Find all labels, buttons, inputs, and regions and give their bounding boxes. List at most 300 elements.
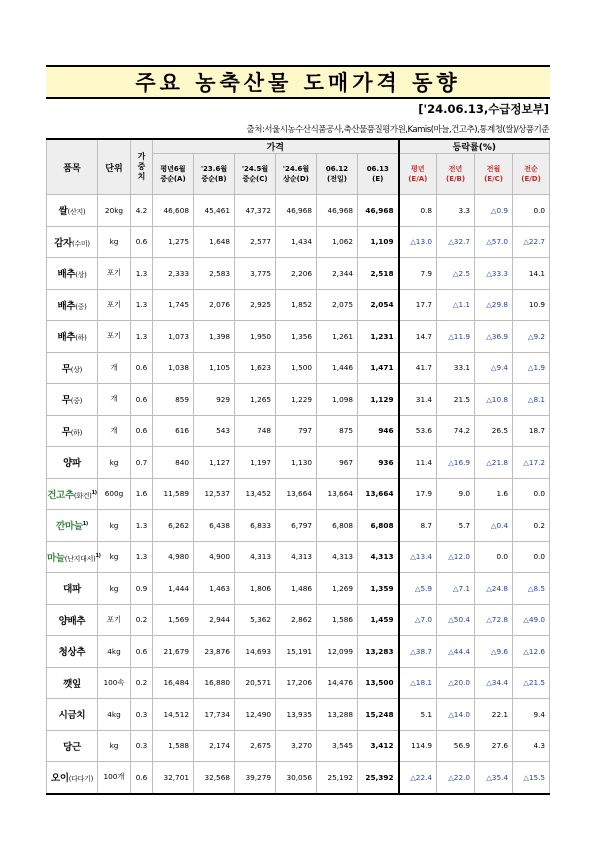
table-row <box>47 321 550 353</box>
price-cell: 12,099 <box>317 636 358 668</box>
price-cell: 1,038 <box>153 352 194 384</box>
rate-cell: 22.1 <box>475 699 513 731</box>
current-price-cell: 1,231 <box>358 321 399 353</box>
item-grade: (중) <box>75 302 87 311</box>
price-cell: 13,288 <box>317 699 358 731</box>
rate-cell: △24.8 <box>475 573 513 605</box>
price-cell: 2,075 <box>317 289 358 321</box>
rate-cell: △18.1 <box>399 667 437 699</box>
price-cell: 23,876 <box>194 636 235 668</box>
rate-cell: 1.6 <box>475 478 513 510</box>
price-cell: 2,333 <box>153 258 194 290</box>
unit-cell: 포기 <box>98 321 131 353</box>
header-weight: 가중치 <box>131 139 153 195</box>
price-cell: 14,512 <box>153 699 194 731</box>
price-cell: 1,486 <box>276 573 317 605</box>
current-price-cell: 1,471 <box>358 352 399 384</box>
current-price-cell: 3,412 <box>358 730 399 762</box>
rate-cell: 18.7 <box>513 415 550 447</box>
price-cell: 1,500 <box>276 352 317 384</box>
unit-cell: 20kg <box>98 195 131 227</box>
rate-cell: △57.0 <box>475 226 513 258</box>
price-cell: 748 <box>235 415 276 447</box>
weight-cell: 0.6 <box>131 636 153 668</box>
price-cell: 16,484 <box>153 667 194 699</box>
price-cell: 2,344 <box>317 258 358 290</box>
title-banner <box>46 65 550 99</box>
unit-cell: 개 <box>98 352 131 384</box>
price-cell: 46,968 <box>276 195 317 227</box>
col-header-price: 평년6월 중순(A) <box>153 154 194 195</box>
col-header-price: '24.6월 상순(D) <box>276 154 317 195</box>
unit-cell: 포기 <box>98 289 131 321</box>
rate-cell: 4.3 <box>513 730 550 762</box>
rate-cell: △17.2 <box>513 447 550 479</box>
item-name-cell <box>47 289 98 321</box>
price-cell: 13,935 <box>276 699 317 731</box>
rate-cell: △35.4 <box>475 762 513 794</box>
price-cell: 30,056 <box>276 762 317 794</box>
unit-cell: kg <box>98 541 131 573</box>
rate-cell: 0.0 <box>513 478 550 510</box>
current-price-cell: 15,248 <box>358 699 399 731</box>
item-name: 쌀 <box>58 206 68 218</box>
item-grade: (상) <box>70 365 83 374</box>
item-name-cell <box>47 699 98 731</box>
rate-cell: △15.5 <box>513 762 550 794</box>
current-price-cell: 946 <box>358 415 399 447</box>
item-grade: (하) <box>70 428 83 437</box>
rate-cell: △72.8 <box>475 604 513 636</box>
unit-cell: 개 <box>98 384 131 416</box>
header-item: 품목 <box>47 139 98 195</box>
price-cell: 20,571 <box>235 667 276 699</box>
price-cell: 32,568 <box>194 762 235 794</box>
table-row <box>47 730 550 762</box>
current-price-cell: 13,500 <box>358 667 399 699</box>
price-cell: 2,944 <box>194 604 235 636</box>
price-cell: 1,197 <box>235 447 276 479</box>
price-cell: 1,229 <box>276 384 317 416</box>
price-cell: 13,664 <box>317 478 358 510</box>
price-cell: 4,900 <box>194 541 235 573</box>
price-cell: 2,583 <box>194 258 235 290</box>
rate-cell: 17.9 <box>399 478 437 510</box>
table-row <box>47 447 550 479</box>
rate-cell: △50.4 <box>437 604 475 636</box>
current-price-cell: 2,054 <box>358 289 399 321</box>
price-cell: 6,797 <box>276 510 317 542</box>
current-price-cell: 1,109 <box>358 226 399 258</box>
price-cell: 4,313 <box>317 541 358 573</box>
rate-cell: 14.7 <box>399 321 437 353</box>
rate-cell: △38.7 <box>399 636 437 668</box>
rate-cell: △9.4 <box>475 352 513 384</box>
price-cell: 17,734 <box>194 699 235 731</box>
price-cell: 11,589 <box>153 478 194 510</box>
price-cell: 6,262 <box>153 510 194 542</box>
rate-cell: △1.9 <box>513 352 550 384</box>
price-cell: 4,980 <box>153 541 194 573</box>
rate-cell: △0.4 <box>475 510 513 542</box>
price-cell: 1,127 <box>194 447 235 479</box>
price-cell: 6,808 <box>317 510 358 542</box>
header-price-group: 가격 <box>153 139 399 154</box>
price-cell: 3,545 <box>317 730 358 762</box>
rate-cell: 5.7 <box>437 510 475 542</box>
price-table <box>46 138 550 795</box>
table-row <box>47 667 550 699</box>
rate-cell: 11.4 <box>399 447 437 479</box>
price-cell: 32,701 <box>153 762 194 794</box>
current-price-cell: 46,968 <box>358 195 399 227</box>
weight-cell: 0.6 <box>131 415 153 447</box>
rate-cell: △5.9 <box>399 573 437 605</box>
unit-cell: kg <box>98 510 131 542</box>
current-price-cell: 1,359 <box>358 573 399 605</box>
table-row <box>47 541 550 573</box>
price-cell: 1,398 <box>194 321 235 353</box>
col-header-rate: 전년 (E/B) <box>437 154 475 195</box>
current-price-cell: 25,392 <box>358 762 399 794</box>
unit-cell: 100개 <box>98 762 131 794</box>
price-cell: 1,269 <box>317 573 358 605</box>
weight-cell: 0.3 <box>131 730 153 762</box>
rate-cell: △9.6 <box>475 636 513 668</box>
header-unit: 단위 <box>98 139 131 195</box>
weight-cell: 0.9 <box>131 573 153 605</box>
rate-cell: 0.0 <box>475 541 513 573</box>
rate-cell: 0.0 <box>513 195 550 227</box>
price-cell: 5,362 <box>235 604 276 636</box>
price-cell: 1,105 <box>194 352 235 384</box>
rate-cell: 0.2 <box>513 510 550 542</box>
item-name-cell <box>47 636 98 668</box>
price-cell: 616 <box>153 415 194 447</box>
item-name: 배추 <box>57 269 76 281</box>
rate-cell: △8.5 <box>513 573 550 605</box>
rate-cell: △36.9 <box>475 321 513 353</box>
rate-cell: 9.4 <box>513 699 550 731</box>
current-price-cell: 1,459 <box>358 604 399 636</box>
price-cell: 1,098 <box>317 384 358 416</box>
table-row <box>47 258 550 290</box>
price-cell: 1,265 <box>235 384 276 416</box>
rate-cell: 10.9 <box>513 289 550 321</box>
table-row <box>47 289 550 321</box>
table-header <box>47 139 550 195</box>
price-cell: 14,693 <box>235 636 276 668</box>
price-cell: 2,675 <box>235 730 276 762</box>
price-cell: 1,434 <box>276 226 317 258</box>
item-grade: (하) <box>75 334 87 343</box>
col-header-rate: 전월 (E/C) <box>475 154 513 195</box>
footnote-mark: 1) <box>95 552 101 559</box>
weight-cell: 1.6 <box>131 478 153 510</box>
item-name: 무 <box>61 363 71 375</box>
rate-cell: △2.5 <box>437 258 475 290</box>
weight-cell: 1.3 <box>131 321 153 353</box>
unit-cell: 100속 <box>98 667 131 699</box>
table-row <box>47 510 550 542</box>
rate-cell: 74.2 <box>437 415 475 447</box>
rate-cell: △32.7 <box>437 226 475 258</box>
price-cell: 1,950 <box>235 321 276 353</box>
rate-cell: 27.6 <box>475 730 513 762</box>
item-name: 마늘 <box>47 552 65 564</box>
price-cell: 1,261 <box>317 321 358 353</box>
rate-cell: △0.9 <box>475 195 513 227</box>
weight-cell: 0.2 <box>131 667 153 699</box>
table-row <box>47 573 550 605</box>
rate-cell: 33.1 <box>437 352 475 384</box>
col-header-price: '24.5월 중순(C) <box>235 154 276 195</box>
current-price-cell: 936 <box>358 447 399 479</box>
item-name: 배추 <box>57 332 76 344</box>
rate-cell: △7.0 <box>399 604 437 636</box>
rate-cell: 9.0 <box>437 478 475 510</box>
unit-cell: kg <box>98 447 131 479</box>
price-cell: 1,356 <box>276 321 317 353</box>
price-cell: 1,745 <box>153 289 194 321</box>
rate-cell: △11.9 <box>437 321 475 353</box>
unit-cell: kg <box>98 226 131 258</box>
col-header-current-price: 06.13 (E) <box>358 154 399 195</box>
weight-cell: 0.7 <box>131 447 153 479</box>
price-cell: 4,313 <box>235 541 276 573</box>
price-cell: 797 <box>276 415 317 447</box>
weight-cell: 1.3 <box>131 541 153 573</box>
weight-cell: 0.2 <box>131 604 153 636</box>
rate-cell: △9.2 <box>513 321 550 353</box>
item-name: 시금치 <box>58 710 86 722</box>
table-row <box>47 384 550 416</box>
rate-cell: △22.7 <box>513 226 550 258</box>
table-row <box>47 636 550 668</box>
rate-cell: △21.8 <box>475 447 513 479</box>
rate-cell: △8.1 <box>513 384 550 416</box>
price-cell: 3,775 <box>235 258 276 290</box>
item-name: 양배추 <box>58 615 86 627</box>
price-cell: 45,461 <box>194 195 235 227</box>
price-cell: 4,313 <box>276 541 317 573</box>
rate-cell: △29.8 <box>475 289 513 321</box>
page-title: 주요 농축산물 도매가격 동향 <box>135 71 461 95</box>
item-name-cell <box>47 541 101 573</box>
weight-cell: 0.3 <box>131 699 153 731</box>
item-name-cell <box>47 573 98 605</box>
unit-cell: 600g <box>98 478 131 510</box>
rate-cell: 0.0 <box>513 541 550 573</box>
item-name: 양파 <box>63 458 81 470</box>
item-name: 배추 <box>57 300 76 312</box>
item-name: 오이 <box>50 773 69 785</box>
item-name: 깐마늘 <box>56 521 83 533</box>
rate-cell: 56.9 <box>437 730 475 762</box>
price-cell: 875 <box>317 415 358 447</box>
current-price-cell: 2,518 <box>358 258 399 290</box>
item-name-cell <box>47 604 98 636</box>
rate-cell: △16.9 <box>437 447 475 479</box>
col-header-price: 06.12 (전일) <box>317 154 358 195</box>
price-cell: 1,463 <box>194 573 235 605</box>
rate-cell: △21.5 <box>513 667 550 699</box>
current-price-cell: 13,283 <box>358 636 399 668</box>
price-cell: 929 <box>194 384 235 416</box>
unit-cell: 개 <box>98 415 131 447</box>
footnote-mark: 1) <box>82 521 88 528</box>
weight-cell: 0.6 <box>131 352 153 384</box>
rate-cell: △34.4 <box>475 667 513 699</box>
item-name-cell <box>47 258 98 290</box>
price-cell: 2,577 <box>235 226 276 258</box>
unit-cell: 포기 <box>98 604 131 636</box>
table-row <box>47 352 550 384</box>
price-cell: 3,270 <box>276 730 317 762</box>
rate-cell: △1.1 <box>437 289 475 321</box>
table-row <box>47 699 550 731</box>
price-cell: 16,880 <box>194 667 235 699</box>
price-cell: 13,664 <box>276 478 317 510</box>
price-cell: 1,444 <box>153 573 194 605</box>
rate-cell: △12.0 <box>437 541 475 573</box>
item-name: 건고추 <box>47 489 74 501</box>
current-price-cell: 13,664 <box>358 478 399 510</box>
item-name-cell <box>47 415 98 447</box>
weight-cell: 0.6 <box>131 226 153 258</box>
item-grade: (화건) <box>73 491 92 500</box>
rate-cell: △10.8 <box>475 384 513 416</box>
col-header-rate: 평년 (E/A) <box>399 154 437 195</box>
rate-cell: 114.9 <box>399 730 437 762</box>
price-cell: 1,588 <box>153 730 194 762</box>
header-rate-group: 등락률(%) <box>399 139 550 154</box>
item-name-cell <box>47 762 98 794</box>
rate-cell: △49.0 <box>513 604 550 636</box>
item-name: 당근 <box>63 741 81 753</box>
current-price-cell: 1,129 <box>358 384 399 416</box>
weight-cell: 1.3 <box>131 289 153 321</box>
price-cell: 17,206 <box>276 667 317 699</box>
current-price-cell: 4,313 <box>358 541 399 573</box>
price-cell: 6,833 <box>235 510 276 542</box>
item-name-cell <box>47 730 98 762</box>
rate-cell: △12.6 <box>513 636 550 668</box>
price-cell: 967 <box>317 447 358 479</box>
price-cell: 2,206 <box>276 258 317 290</box>
item-name: 감자 <box>54 237 72 249</box>
item-grade: (중) <box>70 397 83 406</box>
price-cell: 12,490 <box>235 699 276 731</box>
source-note: 출처:서울시농수산식품공사,축산물품질평가원,Kamis(마늘,건고추),통계청(쌀)/상품기준 <box>246 125 549 135</box>
price-cell: 1,130 <box>276 447 317 479</box>
price-cell: 6,438 <box>194 510 235 542</box>
weight-cell: 4.2 <box>131 195 153 227</box>
price-cell: 47,372 <box>235 195 276 227</box>
item-name: 청상추 <box>58 647 86 659</box>
item-grade: (다다기) <box>68 775 93 784</box>
rate-cell: 31.4 <box>399 384 437 416</box>
table-row <box>47 226 550 258</box>
unit-cell: kg <box>98 730 131 762</box>
rate-cell: △7.1 <box>437 573 475 605</box>
price-cell: 2,174 <box>194 730 235 762</box>
col-header-rate: 전순 (E/D) <box>513 154 550 195</box>
price-cell: 840 <box>153 447 194 479</box>
table-row <box>47 762 550 794</box>
price-cell: 15,191 <box>276 636 317 668</box>
item-grade: (난지대서) <box>64 554 96 563</box>
item-name: 대파 <box>63 584 81 596</box>
price-cell: 39,279 <box>235 762 276 794</box>
price-cell: 1,446 <box>317 352 358 384</box>
current-price-cell: 6,808 <box>358 510 399 542</box>
rate-cell: △14.0 <box>437 699 475 731</box>
price-cell: 14,476 <box>317 667 358 699</box>
item-name-cell <box>47 226 98 258</box>
price-cell: 2,925 <box>235 289 276 321</box>
price-cell: 46,968 <box>317 195 358 227</box>
item-name-cell <box>47 667 98 699</box>
rate-cell: 21.5 <box>437 384 475 416</box>
item-name-cell <box>47 195 98 227</box>
item-grade: (상) <box>75 271 87 280</box>
item-name-cell <box>47 447 98 479</box>
item-name-cell <box>47 384 98 416</box>
rate-cell: 26.5 <box>475 415 513 447</box>
item-grade: (산지) <box>67 208 86 217</box>
price-cell: 1,852 <box>276 289 317 321</box>
price-cell: 1,623 <box>235 352 276 384</box>
price-cell: 1,569 <box>153 604 194 636</box>
rate-cell: 7.9 <box>399 258 437 290</box>
price-cell: 12,537 <box>194 478 235 510</box>
item-name: 깻잎 <box>63 678 81 690</box>
rate-cell: △13.0 <box>399 226 437 258</box>
rate-cell: △22.4 <box>399 762 437 794</box>
rate-cell: △13.4 <box>399 541 437 573</box>
rate-cell: △44.4 <box>437 636 475 668</box>
price-cell: 1,648 <box>194 226 235 258</box>
item-name-cell <box>47 321 98 353</box>
item-name-cell <box>47 478 98 510</box>
table-row <box>47 604 550 636</box>
price-cell: 1,586 <box>317 604 358 636</box>
rate-cell: △33.3 <box>475 258 513 290</box>
price-cell: 21,679 <box>153 636 194 668</box>
rate-cell: △20.0 <box>437 667 475 699</box>
table-body <box>47 195 550 794</box>
rate-cell: △22.0 <box>437 762 475 794</box>
weight-cell: 1.3 <box>131 258 153 290</box>
item-name-cell <box>47 352 98 384</box>
price-cell: 1,062 <box>317 226 358 258</box>
price-cell: 2,076 <box>194 289 235 321</box>
price-cell: 2,862 <box>276 604 317 636</box>
rate-cell: 14.1 <box>513 258 550 290</box>
item-name: 무 <box>61 426 71 438</box>
price-cell: 859 <box>153 384 194 416</box>
item-name-cell <box>47 510 98 542</box>
report-date: ['24.06.13,수급정보부] <box>418 102 549 116</box>
price-cell: 543 <box>194 415 235 447</box>
unit-cell: 포기 <box>98 258 131 290</box>
rate-cell: 5.1 <box>399 699 437 731</box>
item-grade: (수미) <box>71 239 90 248</box>
weight-cell: 1.3 <box>131 510 153 542</box>
unit-cell: 4kg <box>98 699 131 731</box>
price-cell: 13,452 <box>235 478 276 510</box>
